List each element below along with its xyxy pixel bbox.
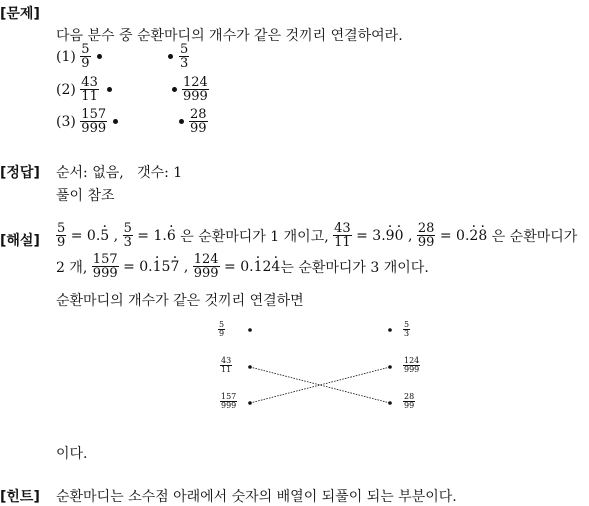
hint-label: [힌트] [0, 489, 40, 505]
answer-label: [정답] [0, 165, 40, 181]
diagram-dot [248, 328, 252, 332]
explanation-line-3: 순환마디의 개수가 같은 것끼리 연결하면 [56, 293, 304, 309]
left-item-1 [56, 43, 102, 70]
fraction: $\frac{124}{999}$ [183, 75, 208, 104]
left-item-2 [56, 76, 112, 103]
fraction: $\frac{157}{999}$ [81, 107, 107, 136]
explanation-line-2: 2 개, $\frac{157}{999}$ = 0. · 1 5 · 7 , $\frac{124}{999}$ = 0. · 1 2 · 4 는 순환마디가 3 개이다. [56, 253, 429, 280]
fraction: $\frac{5}{9}$ [81, 42, 90, 71]
connection-line [250, 367, 390, 403]
connector-dot [113, 119, 118, 124]
fraction: $\frac{5}{3}$ [123, 221, 132, 250]
answer-text: 순서: 없음, 갯수: 1 [56, 165, 183, 181]
connector-dot [107, 87, 112, 92]
hint-text: 순환마디는 소수점 아래에서 숫자의 배열이 되풀이 되는 부분이다. [56, 489, 457, 505]
item-index: (1) [56, 48, 76, 65]
item-index: (3) [56, 113, 76, 130]
diagram-dot [388, 401, 392, 405]
diagram-dot [248, 401, 252, 405]
diagram-dot [388, 328, 392, 332]
fraction: $\frac{43}{11}$ [81, 75, 98, 104]
explanation-label: [해설] [0, 233, 40, 249]
problem-text: 다음 분수 중 순환마디의 개수가 같은 것끼리 연결하여라. [56, 28, 403, 44]
diagram-left-3: $\frac{157}{999}$ [221, 392, 237, 410]
explanation-closing: 이다. [56, 446, 88, 462]
diagram-left-1: $\frac{5}{9}$ [219, 320, 225, 338]
fraction: $\frac{28}{99}$ [190, 107, 207, 136]
fraction: $\frac{124}{999}$ [193, 252, 219, 281]
connector-dot [97, 54, 102, 59]
fraction: $\frac{5}{9}$ [57, 221, 66, 250]
connector-dot [179, 119, 184, 124]
diagram-dot [248, 365, 252, 369]
explanation-line-1: $\frac{5}{9}$ = 0. · 5 , $\frac{5}{3}$ = 1. · 6 은 순환마디가 1 개이고, $\frac{43}{11}$ = 3. · 9 · 0 , $\frac{28}{99}$ = 0. · 2 · 8 은 순환마디가 [56, 222, 577, 249]
fraction: $\frac{28}{99}$ [417, 221, 435, 250]
matching-diagram [212, 318, 432, 418]
diagram-left-2: $\frac{43}{11}$ [221, 356, 232, 374]
fraction: $\frac{5}{3}$ [180, 42, 189, 71]
left-item-3 [56, 108, 118, 135]
item-index: (2) [56, 81, 76, 98]
diagram-right-3: $\frac{28}{99}$ [404, 392, 415, 410]
connector-dot [168, 54, 173, 59]
right-item-3 [179, 108, 208, 135]
fraction: $\frac{43}{11}$ [334, 221, 351, 250]
connection-lines [212, 318, 432, 418]
problem-label: [문제] [0, 6, 40, 22]
answer-subtext: 풀이 참조 [56, 188, 115, 204]
connection-line [250, 367, 390, 403]
diagram-right-2: $\frac{124}{999}$ [404, 356, 420, 374]
diagram-right-1: $\frac{5}{3}$ [404, 320, 410, 338]
fraction: $\frac{157}{999}$ [92, 252, 118, 281]
right-item-2 [172, 76, 209, 103]
connector-dot [172, 87, 177, 92]
diagram-dot [388, 365, 392, 369]
right-item-1 [168, 43, 189, 70]
